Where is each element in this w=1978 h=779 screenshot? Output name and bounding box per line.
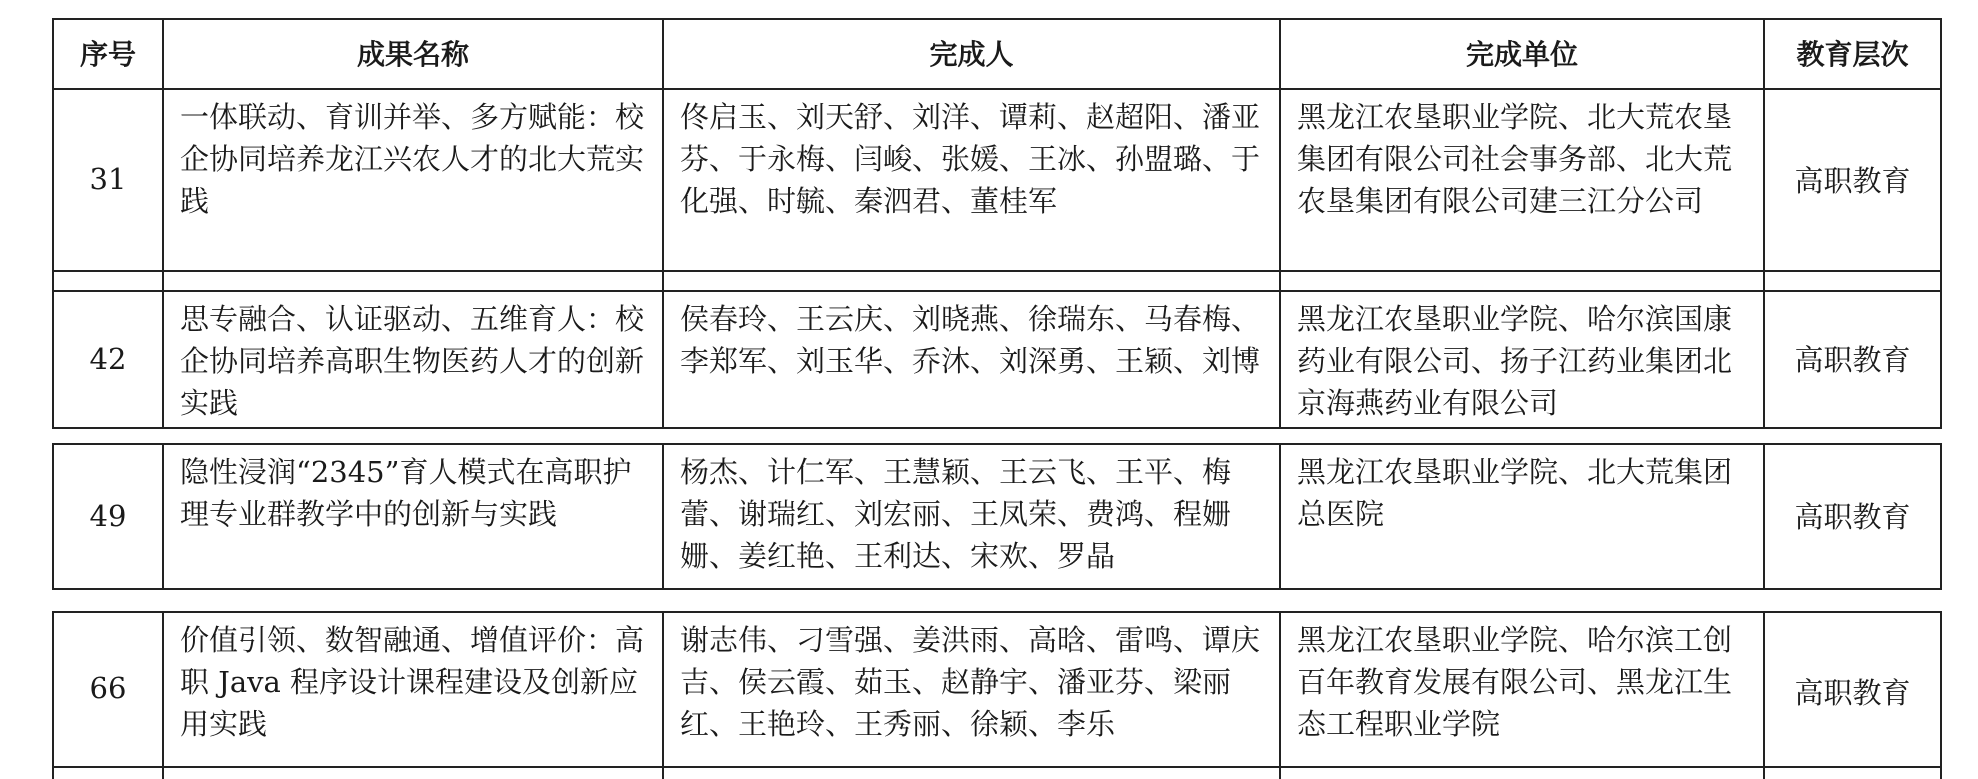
gap-cell: [1281, 270, 1765, 290]
achievement-title: 隐性浸润“2345”育人模式在高职护理专业群教学中的创新与实践: [164, 443, 664, 588]
gap-cell: [164, 270, 664, 290]
row-number: 49: [54, 443, 164, 588]
row-number: 31: [54, 88, 164, 270]
achievement-title: 价值引领、数智融通、增值评价：高职 Java 程序设计课程建设及创新应用实践: [164, 611, 664, 779]
education-level: 高职教育: [1794, 500, 1911, 534]
table-row: [52, 611, 1942, 779]
completers: 佟启玉、刘天舒、刘洋、谭莉、赵超阳、潘亚芬、于永梅、闫峻、张媛、王冰、孙盟璐、于化强、时毓、秦泗君、董桂军: [664, 88, 1281, 270]
completing-units: 黑龙江农垦职业学院、哈尔滨国康药业有限公司、扬子江药业集团北京海燕药业有限公司: [1281, 290, 1765, 427]
table-row: [52, 290, 1942, 427]
gap-cell: [1765, 270, 1940, 290]
education-level: 高职教育: [1794, 676, 1911, 710]
education-level: 高职教育: [1794, 163, 1911, 198]
header-title: 成果名称: [164, 18, 664, 88]
header-level: 教育层次: [1796, 38, 1909, 71]
gap-cell: [54, 270, 164, 290]
completing-units: 黑龙江农垦职业学院、北大荒农垦集团有限公司社会事务部、北大荒农垦集团有限公司建三江分公司: [1281, 88, 1765, 270]
completers: 杨杰、计仁军、王慧颖、王云飞、王平、梅蕾、谢瑞红、刘宏丽、王凤荣、费鸿、程姗姗、姜红艳、王利达、宋欢、罗晶: [664, 443, 1281, 588]
achievement-title: 思专融合、认证驱动、五维育人：校企协同培养高职生物医药人才的创新实践: [164, 290, 664, 427]
table-row: [52, 443, 1942, 588]
row-border: [52, 766, 1942, 768]
row-gap: [52, 270, 1942, 290]
table-row: [52, 88, 1942, 270]
header-units: 完成单位: [1281, 18, 1765, 88]
completing-units: 黑龙江农垦职业学院、北大荒集团总医院: [1281, 443, 1765, 588]
achievement-title: 一体联动、育训并举、多方赋能：校企协同培养龙江兴农人才的北大荒实践: [164, 88, 664, 270]
row-border: [52, 427, 1942, 429]
education-level: 高职教育: [1794, 343, 1911, 377]
table-header-row: [52, 18, 1942, 88]
row-border: [52, 588, 1942, 590]
completing-units: 黑龙江农垦职业学院、哈尔滨工创百年教育发展有限公司、黑龙江生态工程职业学院: [1281, 611, 1765, 779]
completers: 侯春玲、王云庆、刘晓燕、徐瑞东、马春梅、李郑军、刘玉华、乔沐、刘深勇、王颖、刘博: [664, 290, 1281, 427]
row-number: 66: [54, 611, 164, 779]
header-persons: 完成人: [664, 18, 1281, 88]
completers: 谢志伟、刁雪强、姜洪雨、高晗、雷鸣、谭庆吉、侯云霞、茹玉、赵静宇、潘亚芬、梁丽红、王艳玲、王秀丽、徐颖、李乐: [664, 611, 1281, 779]
row-number: 42: [54, 290, 164, 427]
header-no: 序号: [54, 18, 164, 88]
gap-cell: [664, 270, 1281, 290]
